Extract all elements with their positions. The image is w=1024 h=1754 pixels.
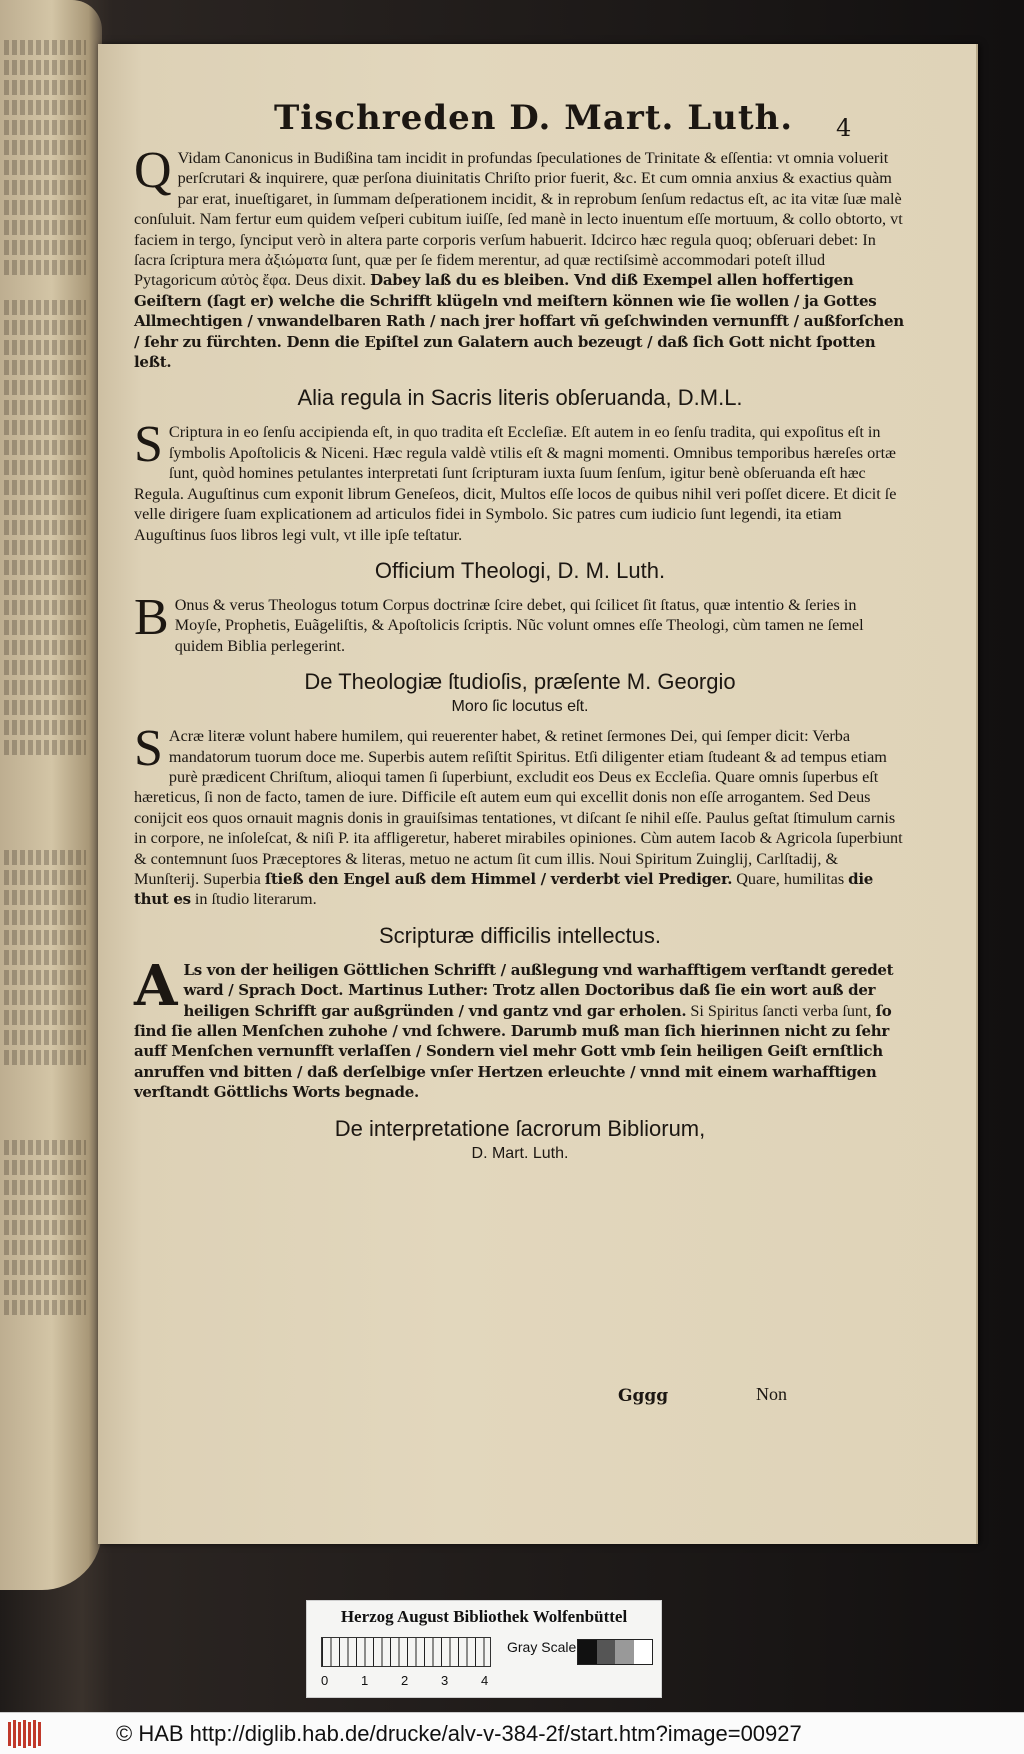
copyright-url-text: © HAB http://diglib.hab.de/drucke/alv-v-384-2f/start.htm?image=00927 [116, 1721, 802, 1746]
left-page-text-block-3 [4, 850, 86, 1070]
latin-text: Quare, humilitas [736, 869, 845, 888]
gray-swatch [634, 1640, 653, 1664]
library-scale-label [306, 1600, 662, 1698]
gray-swatch [615, 1640, 634, 1664]
ruler-number: 3 [441, 1673, 449, 1688]
ruler-number: 1 [361, 1673, 369, 1688]
german-text: die thut es [134, 869, 874, 909]
paragraph-bonus-theologus [134, 588, 906, 656]
section-heading: Scripturæ difficilis intellectus. [378, 922, 662, 948]
library-name: Herzog August Bibliothek Wolfenbüttel [340, 1607, 628, 1626]
drop-cap: S [134, 720, 163, 778]
left-page-text-block-4 [4, 1140, 86, 1320]
german-text: ſo ſind ſie allen Menſchen zuhohe / vnd ſchwere. Darumb muß man ſich hierinnen nicht zu ſehr auff Menſchen vernunfft verlaſſen / Sondern viel mehr Gott vmb ſein heiligen Geiſt ernſtlich anruffen vnd bitten / daß derſelbige vnſer Hertzen erleuchte / vnnd mit einem warhafftigen verſtandt Göttlichs Worts begnade. [134, 1001, 892, 1102]
ruler-number: 2 [401, 1673, 409, 1688]
latin-text: Onus & verus Theologus totum Corpus doctrinæ ſcire debet, qui ſcilicet ſit ſtatus, quæ intentio & ſeries in Moyſe, Prophetis, Euãgeliſtis, & Apoſtolicis ſcriptis. Nũc volunt omnes eſſe Theologi, cùm tamen ne ſemel quidem Biblia perlegerint. [174, 595, 864, 655]
section-subheading: Moro ſic locutus eſt. [451, 698, 589, 716]
left-page-text-block-1 [4, 40, 86, 280]
latin-text: Vidam Canonicus in Budißina tam incidit in profundas ſpeculationes de Trinitate & eſſentia: vt omnia voluerit perſcrutari & inquirere, quæ perſona diuinitatis Chriſto prior fuerit, &c. Et cum omnia anxius & exactius quàm par erat, inueſtigaret, in ſummam deſperationem incidit, & in reprobum ſenſum redactus eſt, ac ita vitæ ſuæ malè conſuluit. Nam fertur eum quidem veſperi cubitum iuiſſe, ſed manè in lecto inuentum eſſe mortuum, & collo obtorto, vt faciem in tergo, ſynciput verò in altera parte corporis verſum habuerit. Idcirco hæc regula quoq; obſeruari debet: In ſacra ſcriptura mera ἀξιώματα ſunt, quæ per ſe fidem merentur, ad quæ rectiſsimè accommodari poteſt illud Pytagoricum αὐτὸς ἔφα. Deus dixit. [134, 149, 903, 290]
printer-signature: Gggg [618, 1386, 669, 1406]
latin-text: Si Spiritus ſancti verba ſunt, [690, 1001, 872, 1020]
paragraph-sacrae-literae [134, 720, 906, 910]
section-subheading: D. Mart. Luth. [471, 1144, 569, 1162]
section-heading: Alia regula in Sacris literis obſeruanda, D.M.L. [297, 385, 743, 411]
section-heading: Officium Theologi, D. M. Luth. [374, 557, 666, 583]
ruler-number: 4 [481, 1673, 489, 1688]
german-text: Dabey laß du es bleiben. Vnd diß Exempel allen hoffertigen Geiſtern (ſagt er) welche die Schrifft klügeln vnd meiſtern können wie ſie wollen / ja Gottes Allmechtigen / vnwandelbaren Rath / nach jrer hoffart vñ geſchwinden vernunfft / außforſchen / ſehr zu fürchten. Denn die Epiſtel zun Galatern auch bezeugt / daß ſich Gott nicht ſpotten leßt. [134, 271, 904, 372]
footer-bar [0, 1712, 1024, 1754]
section-heading: De interpretatione ſacrorum Bibliorum, [334, 1115, 706, 1141]
hab-logo-icon [6, 1718, 46, 1750]
german-text: Ls von der heiligen Göttlichen Schrifft / außlegung vnd warhafftigem verſtandt geredet ward / Sprach Doct. Martinus Luther: Trotz allen Doctoribus daß ſie ein wort auß der heiligen Schrifft gar außgründen / vnd gantz vnd gar erholen. [183, 960, 894, 1020]
gray-swatch [597, 1640, 616, 1664]
ruler-number: 0 [321, 1673, 329, 1688]
latin-text: Acræ literæ volunt habere humilem, qui reuerenter habet, & retinet ſermones Dei, qui ſemper dicit: Verba mandatorum tuorum doce me. Superbis autem reſiſtit Spiritus. Etſi diligenter etiam ſtudeant & ad tempus etiam purè prædicent Chriſtum, alioqui tamen ſi ſuperbiunt, excludit eos Deus ex Eccleſia. Quare omnis ſuperbus eſt hæreticus, ſi non de facto, tamen de iure. Difficile eſt autem eum qui excellit donis non eſſe arrogantem. Sed Deus conijcit eos quos ornauit magnis donis in grauiſsimas tentationes, vt diſcant ſe nihil eſſe. Paulus geſtat ſtimulum carnis in corpore, ne inſoleſcat, & niſi P. ita affligeretur, haberet mirabiles opiniones. Cùm autem Iacob & Agricola ſuperbiunt & contemnunt ſuos Præceptores & literas, metuo ne actum ſit cum illis. Noui Spiritum Zuinglij, Carlſtadij, & Munſterij. Superbia [134, 727, 903, 888]
left-page-text-block-2 [4, 300, 86, 760]
drop-cap: Q [134, 142, 172, 199]
drop-cap: A [134, 952, 178, 1019]
left-neighbour-page [0, 0, 102, 1590]
latin-text: Criptura in eo ſenſu accipienda eſt, in quo tradita eſt Eccleſiæ. Eſt autem in eo ſenſu tradita, qui expoſitus eſt in ſymbolis Apoſtolicis & Niceni. Hæc regula valdè vtilis eſt & magni momenti. Omnibus temporibus hæreſes ortæ ſunt, quòd homines petulantes interpretati ſunt ſcripturam iuxta ſuum ſenſum, igitur benè obſeruanda eſt hæc Regula. Auguſtinus cum exponit librum Geneſeos, dicit, Multos eſſe locos de quibus nihil veri poſſet dicere. Et dicit ſe velle dirigere ſuam explicationem ad articulos fidei in Symbolo. Sic patres cum iudicio ſunt legendi, ita etiam Auguſtinus ſuos libros legi vult, vt ille ipſe teſtatur. [134, 423, 897, 544]
paragraph-canonicus [134, 142, 906, 372]
drop-cap: S [134, 416, 163, 474]
latin-text: in ſtudio literarum. [194, 890, 317, 909]
ruler-scale [321, 1637, 491, 1667]
gray-scale-swatches [577, 1639, 653, 1665]
gray-scale-label: Gray Scale [507, 1639, 577, 1655]
catchword: Non [756, 1384, 787, 1404]
paragraph-scriptura [134, 416, 906, 544]
drop-cap: B [134, 588, 169, 646]
paragraph-schrifft [134, 952, 906, 1103]
gray-swatch [578, 1640, 597, 1664]
section-heading: De Theologiæ ſtudioſis, præſente M. Georgio [304, 669, 736, 695]
page-number: 4 [836, 114, 852, 142]
german-text: ſtieß den Engel auß dem Himmel / verderbt viel Prediger. [264, 869, 733, 888]
running-header: Tischreden D. Mart. Luth. [274, 98, 794, 138]
page-body [134, 142, 906, 1173]
book-page [98, 44, 978, 1544]
